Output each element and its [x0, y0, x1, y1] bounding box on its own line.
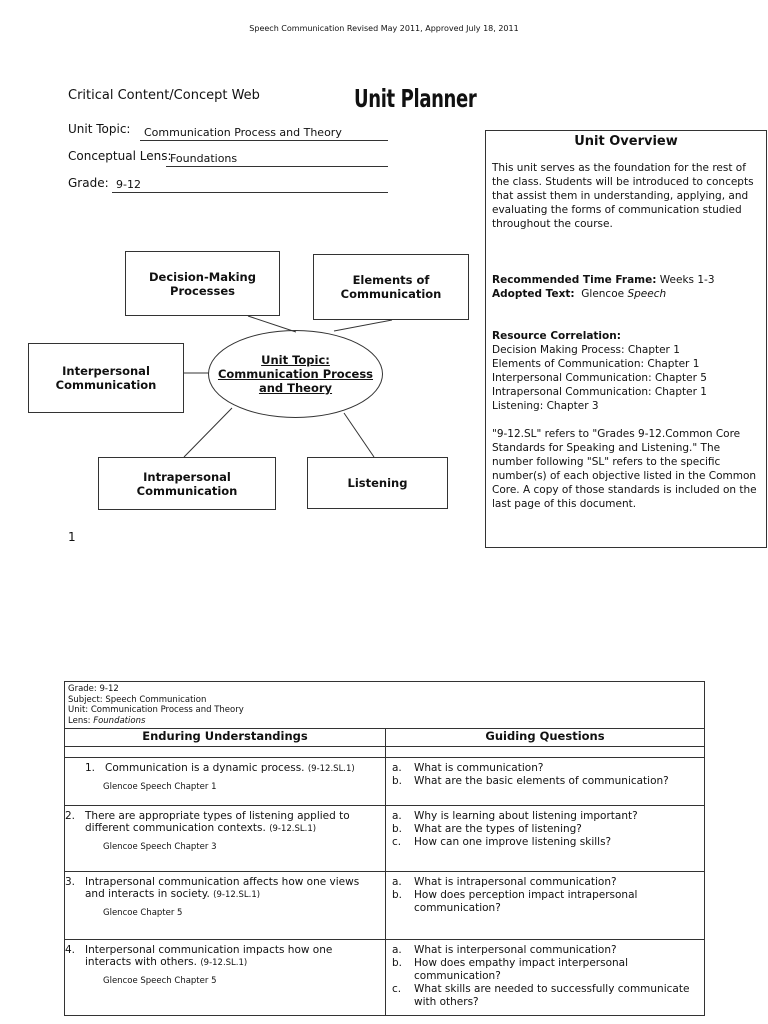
intrapersonal-communication-box: Intrapersonal Communication	[98, 457, 276, 510]
concept-web-title: Critical Content/Concept Web	[68, 88, 260, 103]
document-header: Speech Communication Revised May 2011, Approved July 18, 2011	[249, 24, 519, 33]
understanding-cell: 1. Communication is a dynamic process. (9-12.SL.1) Glencoe Speech Chapter 1	[65, 758, 386, 806]
adopted-text: Adopted Text: Glencoe Speech	[492, 288, 667, 300]
time-frame: Recommended Time Frame: Weeks 1-3	[492, 274, 715, 286]
grade-label: Grade:	[68, 176, 109, 190]
understanding-cell: 3. Intrapersonal communication affects how one views and interacts in society. (9-12.SL.1) Glencoe Chapter 5	[65, 872, 386, 940]
understanding-cell: 4. Interpersonal communication impacts how one interacts with others. (9-12.SL.1) Glencoe Speech Chapter 5	[65, 940, 386, 1016]
table-row	[65, 806, 705, 872]
unit-topic-field: Communication Process and Theory	[140, 125, 388, 141]
conceptual-lens-field: Foundations	[166, 151, 388, 167]
planner-table	[64, 681, 705, 1016]
page-number: 1	[68, 530, 76, 544]
meta-grade: Grade: 9-12	[68, 684, 119, 694]
table-row	[65, 872, 705, 940]
overview-intro: This unit serves as the foundation for the rest of the class. Students will be introduced to concepts that assist them in understanding, applying, and evaluating the forms of communication studied throughout the course.	[492, 162, 754, 230]
enduring-understandings-header: Enduring Understandings	[65, 729, 386, 747]
table-row	[65, 758, 705, 806]
questions-cell: a. What is intrapersonal communication? b. How does perception impact intrapersonal communication?	[386, 872, 705, 940]
unit-planner-title: Unit Planner	[354, 84, 477, 113]
meta-unit: Unit: Communication Process and Theory	[68, 705, 244, 715]
resource-item: Listening: Chapter 3	[492, 400, 599, 412]
resource-correlation-label: Resource Correlation:	[492, 330, 621, 342]
unit-overview-panel	[485, 130, 767, 548]
meta-lens: Lens: Foundations	[68, 715, 146, 726]
questions-cell: a. What is interpersonal communication? b. How does empathy impact interpersonal communication? c. What skills are needed to successfully communicate with others?	[386, 940, 705, 1016]
questions-cell: a. What is communication? b. What are the basic elements of communication?	[386, 758, 705, 806]
resource-list	[492, 343, 760, 413]
understanding-cell: 2. There are appropriate types of listening applied to different communication contexts. (9-12.SL.1) Glencoe Speech Chapter 3	[65, 806, 386, 872]
resource-item: Elements of Communication: Chapter 1	[492, 358, 700, 370]
conceptual-lens-label: Conceptual Lens:	[68, 149, 172, 163]
listening-box: Listening	[307, 457, 448, 509]
resource-item: Interpersonal Communication: Chapter 5	[492, 372, 707, 384]
decision-making-box: Decision-Making Processes	[125, 251, 280, 316]
table-meta	[65, 682, 705, 729]
source-note: Glencoe Chapter 5	[103, 908, 183, 918]
unit-topic-center: Unit Topic: Communication Process and Theory	[208, 330, 383, 418]
resource-item: Decision Making Process: Chapter 1	[492, 344, 680, 356]
standards-note: "9-12.SL" refers to "Grades 9-12.Common Core Standards for Speaking and Listening." The number following "SL" refers to the specific number(s) of each objective listed in the Common Core. A copy of those standards is included on the last page of this document.	[492, 428, 757, 510]
source-note: Glencoe Speech Chapter 3	[103, 842, 217, 852]
source-note: Glencoe Speech Chapter 1	[103, 782, 217, 792]
guiding-questions-header: Guiding Questions	[386, 729, 705, 747]
unit-overview-title: Unit Overview	[574, 134, 678, 149]
source-note: Glencoe Speech Chapter 5	[103, 976, 217, 986]
meta-subject: Subject: Speech Communication	[68, 694, 207, 705]
interpersonal-communication-box: Interpersonal Communication	[28, 343, 184, 413]
unit-topic-label: Unit Topic:	[68, 122, 131, 136]
questions-cell: a. Why is learning about listening important? b. What are the types of listening? c. How can one improve listening skills?	[386, 806, 705, 872]
table-row	[65, 940, 705, 1016]
resource-item: Intrapersonal Communication: Chapter 1	[492, 386, 707, 398]
elements-of-communication-box: Elements of Communication	[313, 254, 469, 320]
grade-field: 9-12	[112, 177, 388, 193]
